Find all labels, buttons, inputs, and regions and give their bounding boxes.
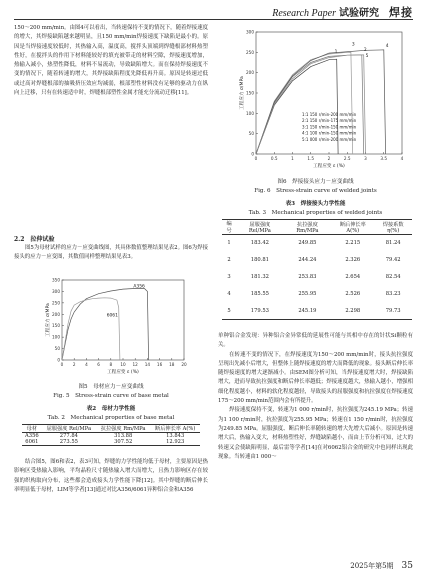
table2-title-en: Tab. 2 Mechanical properties of base metal: [47, 415, 175, 421]
x-tick-label: 0: [254, 156, 258, 161]
series-label: 2: [363, 47, 367, 53]
table-cell: 307.52: [114, 439, 133, 445]
x-axis-label: 工程应变 ε (%): [313, 164, 345, 169]
fig5-caption-en: Fig. 5 Stress-strain curve of base metal: [53, 393, 169, 399]
table-cell: 253.83: [298, 274, 317, 280]
table-cell: 180.81: [250, 257, 269, 263]
y-tick-label: 300: [52, 288, 60, 294]
series-label: 6061: [106, 313, 118, 319]
paragraph: 单种铝合金发现：异种铝合金异常低的延展性可能与其相中存在的针状Si颗粒有关。: [218, 333, 413, 349]
y-tick-label: 250: [52, 300, 60, 306]
table-cell: 81.24: [385, 240, 401, 247]
paragraph: 图5为母材试样的应力－应变曲线图，其具体数值整理结果见表2。图6为焊接接头的应力－应变图，其数值同样整理结果见表3。: [14, 245, 208, 261]
table-cell: 2.654: [345, 274, 361, 280]
table-cell: 13.843: [166, 433, 185, 439]
table-cell: 245.19: [298, 307, 317, 314]
x-tick-label: 3.5: [380, 156, 388, 161]
journal-logo: 焊接: [389, 6, 413, 19]
fig6-caption-en: Fig. 6 Stress-strain curve of welded joints: [254, 188, 377, 194]
legend-entry: 4:1 100 r/min-150 mm/min: [302, 130, 357, 136]
right-text: [218, 332, 413, 462]
x-tick-label: 8: [109, 362, 113, 367]
table-row: [222, 235, 412, 252]
paragraph: 150～200 mm/min。由图4可以看出，当转速保持不变的情况下，随着焊接速度的增大，其焊接缺陷越来越明显，且150 mm/min焊接速度下缺陷是最小的。原因是当焊接速度较低时，其热输入高，温度高，搅拌头顶端到焊缝根部材料热塑性好，在搅拌头的作用下材料能较好的填充被带走的材料空隙，焊接速度增加，热输入减小，热塑性降低，材料不易流动，导致缺陷增大。而在保持焊接速度不变的情况下，随着转速的增大，其焊接缺陷程度先降低再升高。原因是转速过低或过高对焊缝根部的抽吸挤压效应均减弱，根部塑性材料没有足够的驱动力在纵向上迁移，只有在转速适中时，焊缝根部塑性金属才能充分流动迁移[11]。: [14, 25, 208, 97]
table-cell: 4: [227, 291, 231, 297]
y-tick-label: 50: [248, 131, 254, 137]
table-cell: 313.88: [114, 433, 133, 439]
table-cell: 83.23: [385, 291, 401, 297]
x-tick-label: 0: [60, 362, 64, 367]
y-tick-label: 150: [52, 323, 60, 329]
legend-entry: 5:1 000 r/min-200 mm/min: [302, 136, 357, 142]
x-tick-label: 2: [72, 362, 76, 367]
left-text-top: [14, 24, 208, 98]
x-tick-label: 2: [327, 156, 331, 161]
section-label: 试验研究: [339, 8, 379, 19]
series-line: [62, 298, 120, 360]
table-cell: 3: [227, 274, 231, 280]
x-tick-label: 2.5: [343, 156, 351, 161]
table-cell: 181.32: [250, 274, 269, 280]
x-tick-label: 6: [97, 362, 100, 367]
y-tick-label: 0: [57, 357, 60, 363]
paragraph: 结合图5，图6和表2，表3可知，焊缝的力学性能均低于母材，主要原因是热影响区受热输入影响，平均晶粒尺寸随热输入增大而增大，且热力影响区存在较强的织构取向分布，这些都会造成接头力学性能下降[12]。其中焊缝的断后伸长率明显低于母材，LIM等学者[13]通过对比A356/6061异种铝合金和A356: [14, 459, 208, 493]
y-tick-label: 0: [251, 151, 254, 157]
table-cell: 2.526: [345, 291, 361, 297]
left-text-mid: [14, 244, 208, 263]
x-tick-label: 4: [400, 156, 404, 161]
x-tick-label: 16: [156, 362, 163, 367]
table-cell: 2.298: [345, 307, 361, 314]
y-tick-label: 100: [52, 334, 60, 340]
series-line: [62, 289, 149, 361]
table-cell: 79.73: [385, 307, 401, 314]
table3-title-en: Tab. 3 Mechanical properties of welded joints: [248, 210, 383, 216]
y-tick-label: 200: [246, 70, 254, 76]
table-row: [222, 286, 412, 303]
table-cell: 82.54: [385, 274, 401, 280]
table-header: 母材: [26, 426, 38, 432]
table-cell: 249.85: [298, 240, 317, 247]
table-header: 断后伸长率 A(%): [155, 426, 196, 432]
series-label: 3: [351, 42, 355, 48]
table-row: [222, 269, 412, 286]
table-header-row: [222, 220, 412, 235]
table-cell: 255.95: [298, 291, 317, 297]
x-tick-label: 4: [85, 362, 88, 367]
table-cell: 79.42: [385, 257, 401, 263]
x-tick-label: 1: [291, 156, 294, 161]
plot-frame: [62, 280, 184, 360]
y-tick-label: 50: [54, 346, 60, 352]
table-header: 断后伸长率 A(%): [339, 221, 366, 234]
table-header: 抗拉强度 Rm/MPa: [296, 221, 319, 234]
y-axis-label: 工程应力 σ/MPa: [46, 303, 51, 337]
table-header: 屈服强度 Rel/MPa: [46, 426, 92, 432]
legend-entry: 1:1 150 r/min-200 mm/min: [302, 112, 357, 117]
table3: [222, 219, 412, 320]
table-header: 焊接系数 η(%): [382, 221, 404, 234]
x-tick-label: 3: [364, 156, 367, 161]
table-cell: 2.326: [345, 257, 361, 263]
paragraph: 在转速不变的情况下，在焊接速度为150～200 mm/min时，接头抗拉强度呈现出先减小后增大，但整体上随焊接速度的增大而降低的现象。接头断后伸长率随焊接速度的增大逐渐减小。由SEM图分析可知，当焊接速度增大时，焊接缺陷增大，进而导致抗拉强度和断后伸长率越低；焊接速度越大，热输入越小，增强相细化程度越小，材料的软化程度越轻，导致接头的屈服强度和抗拉强度在焊接速度175～200 mm/min范围内会有所提升。: [218, 351, 413, 405]
issue-label: 2025年第5期: [350, 562, 394, 570]
x-tick-label: 12: [132, 362, 138, 367]
table3-title-cn: 表3 焊接接头力学性能: [285, 201, 346, 207]
running-header: [272, 4, 413, 20]
left-text-bottom: [14, 458, 208, 495]
x-tick-label: 14: [144, 362, 151, 367]
table-row: [222, 303, 412, 320]
y-axis-label: 工程应力 σ/MPa: [240, 76, 245, 110]
table-cell: 185.55: [250, 291, 269, 297]
table-header-row: [22, 425, 200, 433]
series-label: 1: [334, 50, 338, 56]
y-tick-label: 200: [52, 311, 60, 317]
table-cell: 273.55: [59, 439, 78, 445]
x-tick-label: 0.5: [270, 156, 278, 161]
table-cell: 277.84: [59, 433, 78, 439]
table-header: 屈服强度 Rel/MPa: [248, 221, 271, 234]
table-header: 抗拉强度 Rm/MPa: [100, 426, 146, 432]
fig5-chart: [40, 276, 190, 380]
y-tick-label: 300: [246, 29, 254, 35]
table-cell: 183.42: [250, 240, 269, 247]
y-tick-label: 150: [246, 90, 254, 96]
table-cell: 6061: [25, 439, 39, 445]
header-rule: [14, 19, 413, 20]
y-tick-label: 350: [52, 277, 60, 283]
series-label: 5: [365, 53, 369, 59]
table2: [22, 424, 200, 446]
table-header: 编号: [226, 221, 232, 234]
page-footer: [350, 561, 413, 571]
table-cell: 2: [227, 257, 231, 263]
page-number: 35: [401, 561, 413, 571]
x-tick-label: 20: [181, 362, 187, 367]
table2-title-cn: 表2 母材力学性能: [86, 406, 136, 412]
running-title: Research Paper: [272, 8, 336, 19]
table-cell: 12.923: [166, 439, 185, 445]
x-axis-label: 工程应变 ε (%): [107, 370, 139, 375]
x-tick-label: 1.5: [307, 156, 315, 161]
table-row: [222, 252, 412, 269]
section-heading: 2.2 拉伸试验: [14, 236, 55, 243]
table-cell: 244.24: [298, 257, 317, 263]
fig6-chart: [232, 26, 408, 176]
x-tick-label: 18: [169, 362, 175, 367]
table-row: [22, 439, 200, 446]
table-cell: 5: [227, 307, 231, 314]
fig6-caption-cn: 图6 焊接接头应力－应变曲线: [277, 179, 354, 185]
series-label: 4: [385, 43, 389, 49]
y-tick-label: 250: [246, 49, 254, 55]
table-cell: A356: [25, 433, 39, 439]
fig5-caption-cn: 图5 母材应力－应变曲线: [78, 384, 144, 390]
table-cell: 179.53: [250, 307, 269, 314]
series-label: A356: [133, 284, 145, 290]
table-cell: 1: [227, 240, 231, 247]
legend-entry: 3:1 150 r/min-150 mm/min: [302, 124, 357, 130]
y-tick-label: 100: [246, 110, 254, 116]
legend-entry: 2:1 150 r/min-175 mm/min: [302, 118, 357, 124]
x-tick-label: 10: [120, 362, 126, 367]
table-cell: 2.215: [345, 240, 361, 247]
paragraph: 焊接速度保持不变，转速为1 000 r/min时，抗拉强度为245.19 MPa；转速为1 100 r/min时，抗拉强度为255.95 MPa；转速在1 150 r/min时，抗拉强度为249.85 MPa。屈服强度、断后伸长率随转速的增大先增大后减小。原因是转速增大后，热输入变大，材料热塑性好，焊缝缺陷越小，而由上节分析可知，过大的转速又会使缺陷明显，最后雷等学者[14]在对6062铝合金的研究中也同样出现此现象。当转速由1 000～: [218, 407, 413, 460]
